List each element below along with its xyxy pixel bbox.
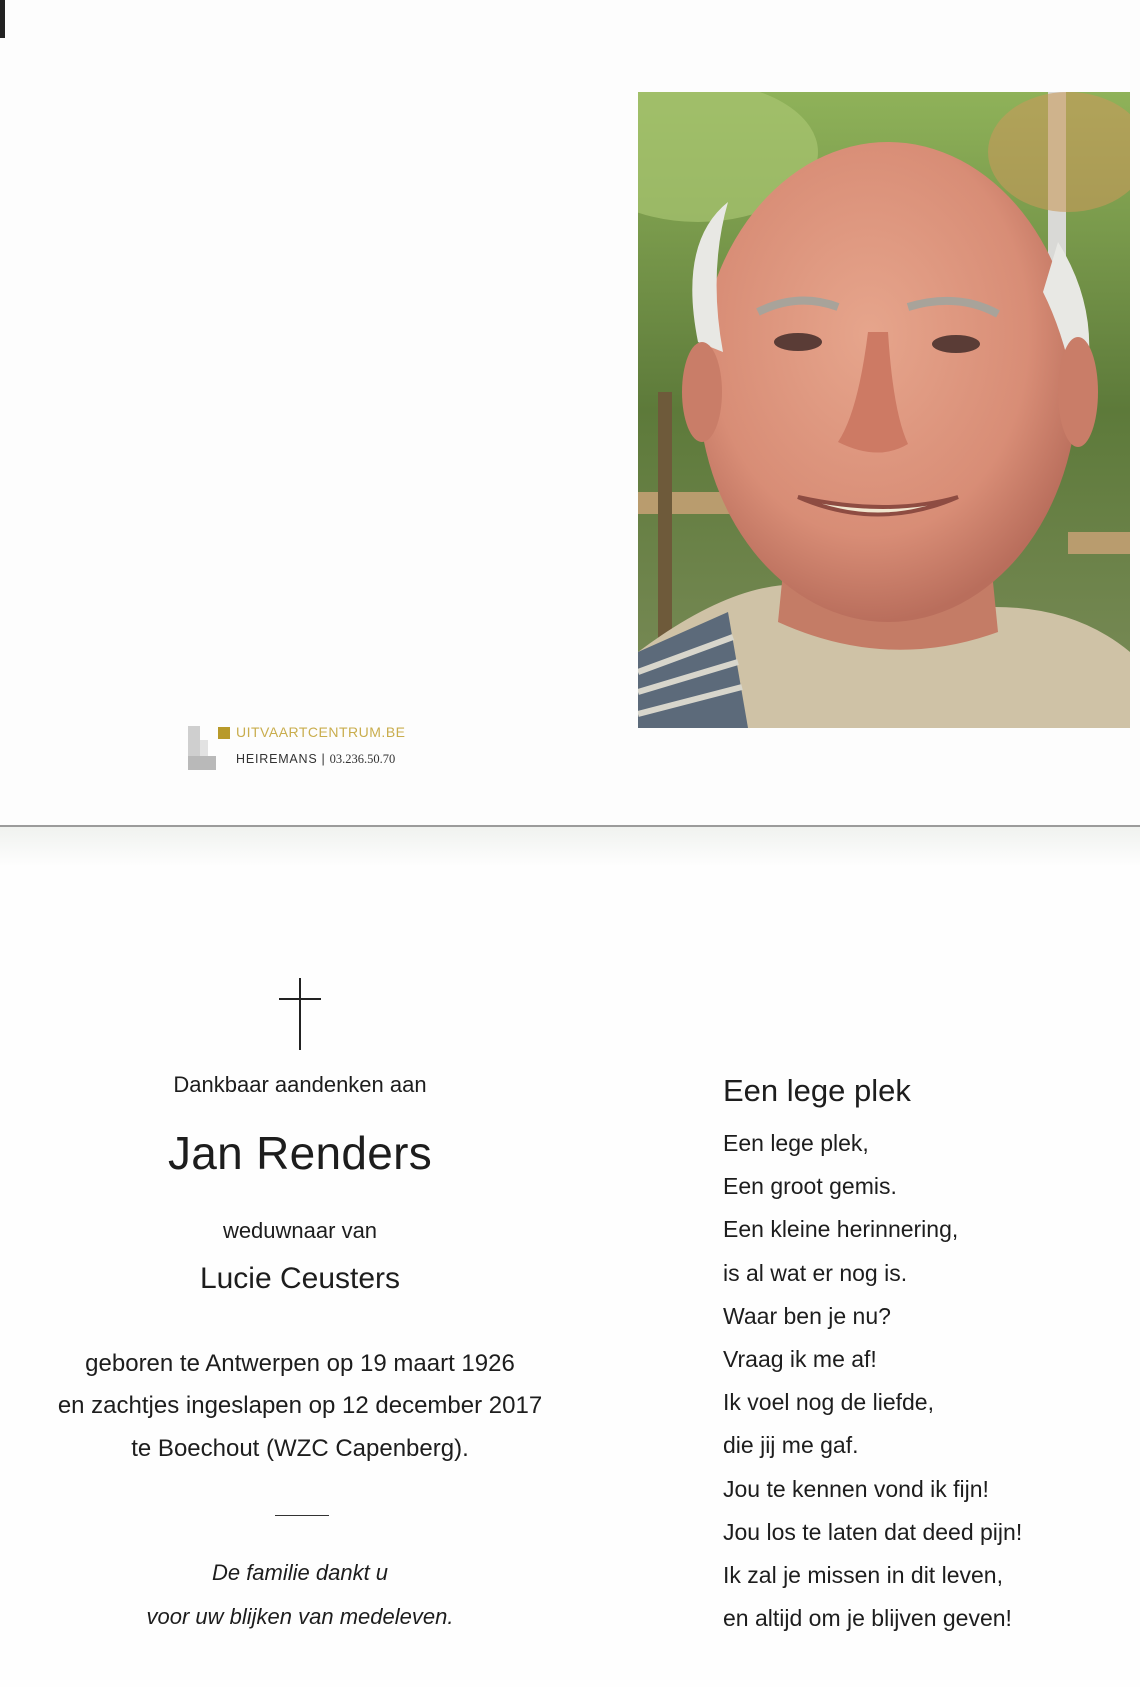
scan-edge-mark (0, 0, 5, 38)
poem-line: Jou te kennen vond ik fijn! (723, 1475, 989, 1502)
logo-phone: 03.236.50.70 (329, 752, 396, 766)
poem (723, 1122, 1022, 1640)
logo-company-name: HEIREMANS (236, 752, 318, 766)
poem-line: en altijd om je blijven geven! (723, 1605, 1012, 1632)
funeral-home-logo-icon (188, 726, 216, 770)
poem-line: Vraag ik me af! (723, 1346, 877, 1373)
logo-separator: | (321, 752, 326, 766)
cross-icon (279, 978, 321, 1050)
family-thanks-line-1: De familie dankt u (211, 1560, 389, 1585)
family-thanks-line-2: voor uw blijken van medeleven. (146, 1604, 454, 1629)
birth-line: geboren te Antwerpen op 19 maart 1926 (85, 1350, 515, 1377)
widower-label: weduwnaar van (222, 1218, 378, 1243)
poem-title: Een lege plek (723, 1073, 911, 1108)
death-line: en zachtjes ingeslapen op 12 december 2017 (57, 1392, 543, 1419)
logo-website: UITVAARTCENTRUM.BE (236, 724, 406, 740)
spouse-name: Lucie Ceusters (199, 1262, 401, 1295)
poem-line: Ik zal je missen in dit leven, (723, 1562, 1003, 1589)
poem-line: Waar ben je nu? (723, 1302, 891, 1329)
logo-accent-square (218, 727, 230, 739)
fold-shadow (0, 827, 1140, 867)
death-place-line: te Boechout (WZC Capenberg). (131, 1435, 469, 1462)
poem-line: Een lege plek, (723, 1130, 869, 1156)
poem-line: is al wat er nog is. (723, 1259, 908, 1286)
poem-line: die jij me gaf. (723, 1432, 859, 1459)
poem-line: Een groot gemis. (723, 1173, 897, 1200)
poem-line: Jou los te laten dat deed pijn! (723, 1518, 1023, 1545)
funeral-home-logo (188, 722, 448, 772)
portrait-photo (638, 92, 1130, 728)
logo-company-line (236, 752, 395, 767)
poem-line: Een kleine herinnering, (723, 1216, 959, 1243)
in-memory-heading: Dankbaar aandenken aan (173, 1072, 427, 1097)
divider (275, 1515, 329, 1516)
deceased-name: Jan Renders (167, 1127, 433, 1179)
poem-line: Ik voel nog de liefde, (723, 1389, 934, 1416)
